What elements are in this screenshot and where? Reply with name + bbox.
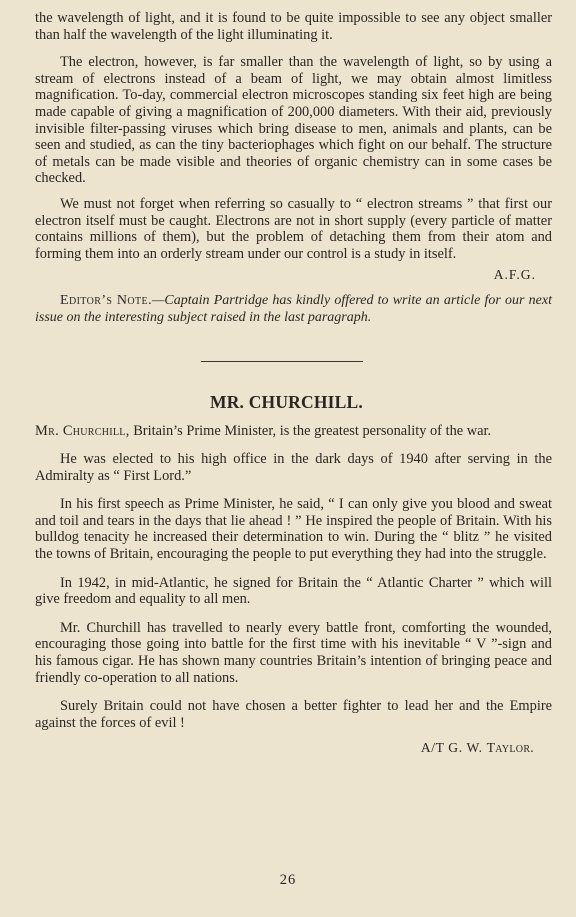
editor-note-dash: — [151, 293, 165, 309]
editor-note-text: Captain Partridge has kindly offered to write an article for our next issue on the interesting subject raised in the last paragraph. [35, 293, 552, 325]
paragraph: Surely Britain could not have chosen a better fighter to lead her and the Empire against the forces of evil ! [35, 698, 552, 731]
signature-prefix: A/T G. W. [420, 740, 487, 756]
article-electron-microscope [35, 10, 552, 327]
paragraph-text: Britain’s Prime Minister, is the greatest personality of the war. [129, 422, 492, 439]
paragraph: We must not forget when referring so casually to “ electron streams ” that first our electron itself must be caught. Electrons are not in short supply (every particle of matter contains millions of them), but the problem of detaching them from their atom and forming them into an orderly stream under our control is a study in itself. [35, 195, 552, 262]
section-divider [201, 361, 363, 362]
article-title: MR. CHURCHILL. [209, 391, 363, 412]
paragraph: In his first speech as Prime Minister, he said, “ I can only give you blood and sweat and toil and tears in the days that lie ahead ! ” He inspired the people of Britain. With his bulldog tenacity he increased their determination to win. During the “ blitz ” he visited the towns of Britain, encouraging the people to put everything they had into the struggle. [35, 496, 552, 563]
author-signature: A.F.G. [493, 267, 536, 283]
paragraph: He was elected to his high office in the dark days of 1940 after serving in the Admiralty as “ First Lord.” [35, 451, 552, 484]
paragraph: The electron, however, is far smaller than the wavelength of light, so by using a stream of electrons instead of a beam of light, we may obtain almost limitless magnification. To-day, commercial electron microscopes standing six feet high are being made capable of giving a magnification of 200,000 diameters. With their aid, previously invisible filter-passing viruses which bring disease to men, animals and plants, can be seen and studied, as can the tiny bacteriophages which fight on our behalf. The structure of metals can be made visible and theories of organic chemistry can in some cases be checked. [35, 54, 552, 187]
signature-name: Taylor. [486, 740, 534, 756]
paragraph: Mr. Churchill has travelled to nearly every battle front, comforting the wounded, encouraging those going into battle for the first time with his inevitable “ V ”-sign and his famous cigar. He has shown many countries Britain’s intention of bringing peace and friendly co-operation to all nations. [35, 619, 552, 686]
article-churchill [35, 392, 552, 757]
page-number: 26 [279, 872, 297, 888]
lead-in: Mr. Churchill, [35, 422, 130, 439]
paragraph [35, 423, 552, 440]
editor-note [35, 293, 552, 326]
author-signature [35, 740, 552, 756]
paragraph: the wavelength of light, and it is found to be quite impossible to see any object smaller than half the wavelength of the light illuminating it. [35, 10, 552, 43]
paragraph: In 1942, in mid-Atlantic, he signed for Britain the “ Atlantic Charter ” which will give freedom and equality to all men. [35, 574, 552, 608]
editor-note-label: Editor’s Note. [60, 293, 152, 309]
